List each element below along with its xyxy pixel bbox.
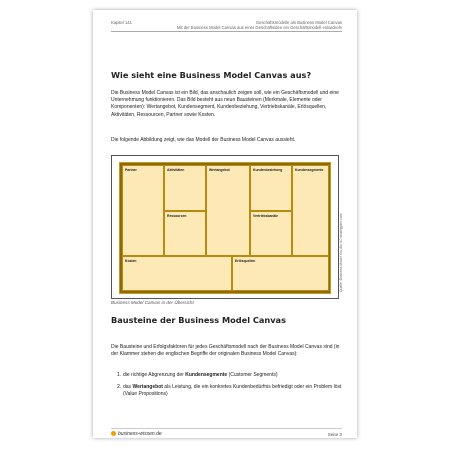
list-item-bold: Kundensegmente xyxy=(185,372,228,378)
cell-label: Aktivitäten xyxy=(167,168,185,172)
canvas-cell-aktivitaeten xyxy=(164,165,206,211)
canvas-cell-kundensegmente xyxy=(292,165,329,256)
cell-label: Kundenbeziehung xyxy=(253,168,283,172)
cell-label: Vertriebskanäle xyxy=(253,214,279,218)
list-item xyxy=(117,384,343,398)
list-item-number: 1. xyxy=(117,372,122,378)
section1-paragraph2: Die folgende Abbildung zeigt, wie das Modell der Business Model Canvas aussieht. xyxy=(111,137,296,143)
list-item xyxy=(117,372,343,379)
figure-credit xyxy=(339,160,347,292)
cell-label: Erlösquellen xyxy=(235,259,256,263)
canvas-cell-vertriebskanaele xyxy=(250,211,292,256)
footer-logo-text: business-wissen.de xyxy=(118,431,162,437)
canvas-cell-ressourcen xyxy=(164,211,206,256)
figure-caption: Business Model Canvas in der Übersicht xyxy=(111,300,194,305)
list-item-bold: Wertangebot xyxy=(132,384,163,390)
section2-heading: Bausteine der Business Model Canvas xyxy=(111,315,286,325)
canvas-cell-kosten xyxy=(122,256,232,291)
header-divider xyxy=(111,31,342,32)
header-title-line2: Mit der Business Model Canvas aus einer Geschäftsidee ein Geschäftsmodell entwickeln xyxy=(176,25,342,30)
list-item-suffix: (Customer Segments) xyxy=(227,372,278,378)
header-chapter: Kapitel 141 xyxy=(111,20,132,25)
cell-label: Ressourcen xyxy=(167,214,187,218)
section2-paragraph: Die Bausteine und Erfolgsfaktoren für jedes Geschäftsmodell nach der Business Model Canvas sind (in der Klammer stehen die englischen Begriffe der originalen Business Model Canvas): xyxy=(111,344,340,358)
footer-logo[interactable] xyxy=(111,431,162,437)
logo-dot-icon xyxy=(111,431,116,436)
header-title xyxy=(177,20,342,30)
cell-label: Kundensegmente xyxy=(295,168,324,172)
figure-credit-text: Quelle: Business Model You Alo 4.0 strategyzer.com xyxy=(339,213,343,292)
footer-divider xyxy=(111,428,342,429)
canvas-cell-kundenbeziehung xyxy=(250,165,292,211)
business-model-canvas-figure xyxy=(111,155,339,299)
section1-heading: Wie sieht eine Business Model Canvas aus? xyxy=(111,70,312,80)
list-item-suffix: als Leistung, die ein konkretes Kundenbedürfnis befriedigt oder ein Problem löst (Value Propositions) xyxy=(123,384,342,398)
header-title-line1: Geschäftsmodelle als Business Model Canvas xyxy=(255,20,342,25)
cell-label: Kosten xyxy=(125,259,137,263)
section1-paragraph1: Die Business Model Canvas ist ein Bild, das anschaulich zeigen soll, wie ein Geschäftsmodell und eine Unternehmung funktionieren. Das Bild besteht aus neun Bausteinen (Merkmale, Elemente oder Komponenten): Wertangebot, Kundensegment, Kundenbeziehung, Vertriebskanäle, Erlösquellen, Aktivitäten, Ressourcen, Partner sowie Kosten. xyxy=(111,90,339,118)
canvas-cell-wertangebot xyxy=(206,165,250,256)
list-item-prefix: die richtige Abgrenzung der xyxy=(123,372,186,378)
document-page xyxy=(93,10,357,438)
canvas-frame xyxy=(119,162,331,294)
cell-label: Partner xyxy=(125,168,137,172)
list-item-prefix: das xyxy=(123,384,133,390)
canvas-cell-erloesquellen xyxy=(232,256,329,291)
canvas-cell-partner xyxy=(122,165,164,256)
list-item-number: 2. xyxy=(117,384,122,390)
cell-label: Wertangebot xyxy=(209,168,230,172)
page-number: Seite 3 xyxy=(327,432,342,437)
